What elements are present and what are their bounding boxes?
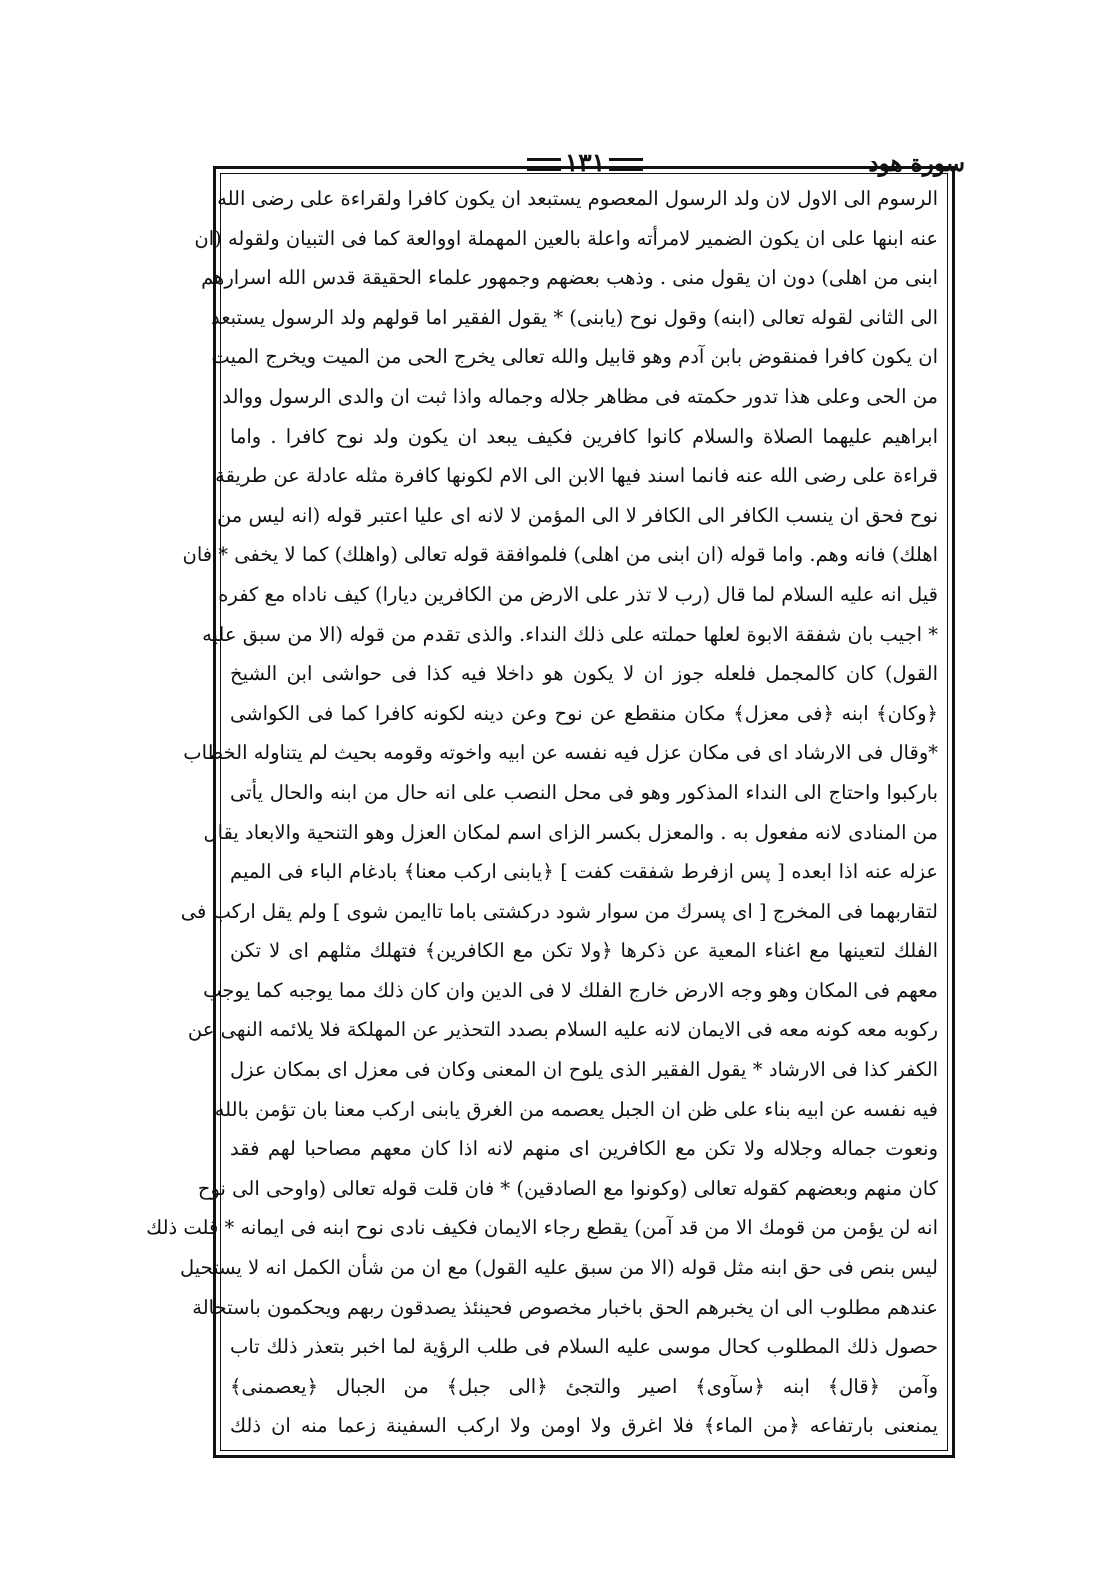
text-line: يمنعنى بارتفاعه ﴿من الماء﴾ فلا اغرق ولا اومن ولا اركب السفينة زعما منه ان ذلك [230,1414,938,1438]
text-line: ونعوت جماله وجلاله ولا تكن مع الكافرين اى منهم لانه اذا كان معهم مصاحبا لهم فقد [230,1137,938,1161]
text-line: فيه نفسه عن ابيه بناء على ظن ان الجبل يعصمه من الغرق يابنى اركب معنا بان تؤمن بالله [214,1097,938,1121]
text-line: * اجيب بان شفقة الابوة لعلها حملته على ذلك النداء. والذى تقدم من قوله (الا من سبق عليه [202,622,938,646]
text-line: الرسوم الى الاول لان ولد الرسول المعصوم يستبعد ان يكون كافرا ولقراءة على رضى الله [217,187,938,210]
text-line: عنه ابنها على ان يكون الضمير لامرأته واعلة بالعين المهملة اووالعة كما فى التبيان ولقوله (ان [194,226,938,250]
page-number: ١٣١ [564,148,606,177]
text-line: حصول ذلك المطلوب كحال موسى عليه السلام فى طلب الرؤية لما اخبر بتعذر ذلك تاب [230,1335,938,1359]
text-line: ليس بنص فى حق ابنه مثل قوله (الا من سبق عليه القول) مع ان من شأن الكمل انه لا يستحيل [179,1256,938,1280]
text-frame [146,166,955,1458]
text-line: *وقال فى الارشاد اى فى مكان عزل فيه نفسه عن ابيه واخوته وقومه بحيث لم يتناوله الخطاب [183,741,938,765]
text-line: من المنادى لانه مفعول به . والمعزل بكسر الزاى اسم لمكان العزل وهو التنحية والابعاد يقال [203,820,938,844]
text-line: لتقاربهما فى المخرج [ اى پسرك من سوار شود دركشتى باما تاايمن شوى ] ولم يقل اركب فى [180,899,938,923]
text-line: اهلك) فانه وهم. واما قوله (ان ابنى من اهلى) فلموافقة قوله تعالى (واهلك) كما لا يخفى * فان [182,543,938,567]
text-line: ابنى من اهلى) دون ان يقول منى . وذهب بعضهم وجمهور علماء الحقيقة قدس الله اسرارهم [201,266,938,290]
text-line: قراءة على رضى الله عنه فانما اسند فيها الابن الى الام لكونها كافرة مثله عادلة عن طريقة [215,464,938,488]
surah-title: سورة هود [868,150,965,177]
text-line: ابراهيم عليهما الصلاة والسلام كانوا كافرين فكيف يبعد ان يكون ولد نوح كافرا . واما [230,424,938,448]
text-line: كان منهم وبعضهم كقوله تعالى (وكونوا مع الصادقين) * فان قلت قوله تعالى (واوحى الى نوح [197,1176,938,1200]
text-line: الى الثانى لقوله تعالى (ابنه) وقول نوح (يابنى) * يقول الفقير اما قولهم ولد الرسول يستبعد [211,305,938,329]
body-text [146,179,938,1446]
text-line: باركبوا واحتاج الى النداء المذكور وهو فى محل النصب على انه حال من ابنه والحال يأتى [230,780,938,804]
text-line: الكفر كذا فى الارشاد * يقول الفقير الذى يلوح ان المعنى وكان فى معزل اى بمكان عزل [230,1058,938,1082]
text-line: عندهم مطلوب الى ان يخبرهم الحق باخبار مخصوص فحينئذ يصدقون ربهم ويحكمون باستحالة [192,1295,938,1319]
text-line: من الحى وعلى هذا تدور حكمته فى مظاهر جلاله وجماله واذا ثبت ان والدى الرسول ووالد [222,384,938,408]
text-line: عزله عنه اذا ابعده [ پس ازفرط شفقت كفت ] ﴿يابنى اركب معنا﴾ بادغام الباء فى الميم [230,860,938,884]
text-line: قيل انه عليه السلام لما قال (رب لا تذر على الارض من الكافرين ديارا) كيف ناداه مع كفره [218,582,938,606]
text-line: ﴿وكان﴾ ابنه ﴿فى معزل﴾ مكان منقطع عن نوح وعن دينه لكونه كافرا كما فى الكواشى [230,701,938,725]
text-line: القول) كان كالمجمل فلعله جوز ان لا يكون هو داخلا فيه كذا فى حواشى ابن الشيخ [230,662,938,686]
text-line: وآمن ﴿قال﴾ ابنه ﴿سآوى﴾ اصير والتجئ ﴿الى جبل﴾ من الجبال ﴿يعصمنى﴾ [230,1374,938,1398]
text-line: انه لن يؤمن من قومك الا من قد آمن) يقطع رجاء الايمان فكيف نادى نوح ابنه فى ايمانه * قلت ذلك [146,1216,938,1240]
text-line: ان يكون كافرا فمنقوض بابن آدم وهو قابيل والله تعالى يخرج الحى من الميت ويخرج الميت [211,345,938,369]
text-line: معهم فى المكان وهو وجه الارض خارج الفلك لا فى الدين وان كان ذلك مما يوجبه كما يوجب [203,978,938,1002]
text-line: نوح فحق ان ينسب الكافر الى الكافر لا الى المؤمن لا لانه اى عليا اعتبر قوله (انه ليس من [216,503,938,527]
text-line: ركوبه معه كونه معه فى الايمان لانه عليه السلام بصدد التحذير عن المهلكة فلا يلائمه النهى عن [187,1018,938,1042]
text-line: الفلك لتعينها مع اغناء المعية عن ذكرها ﴿ولا تكن مع الكافرين﴾ فتهلك مثلهم اى لا تكن [230,939,938,963]
